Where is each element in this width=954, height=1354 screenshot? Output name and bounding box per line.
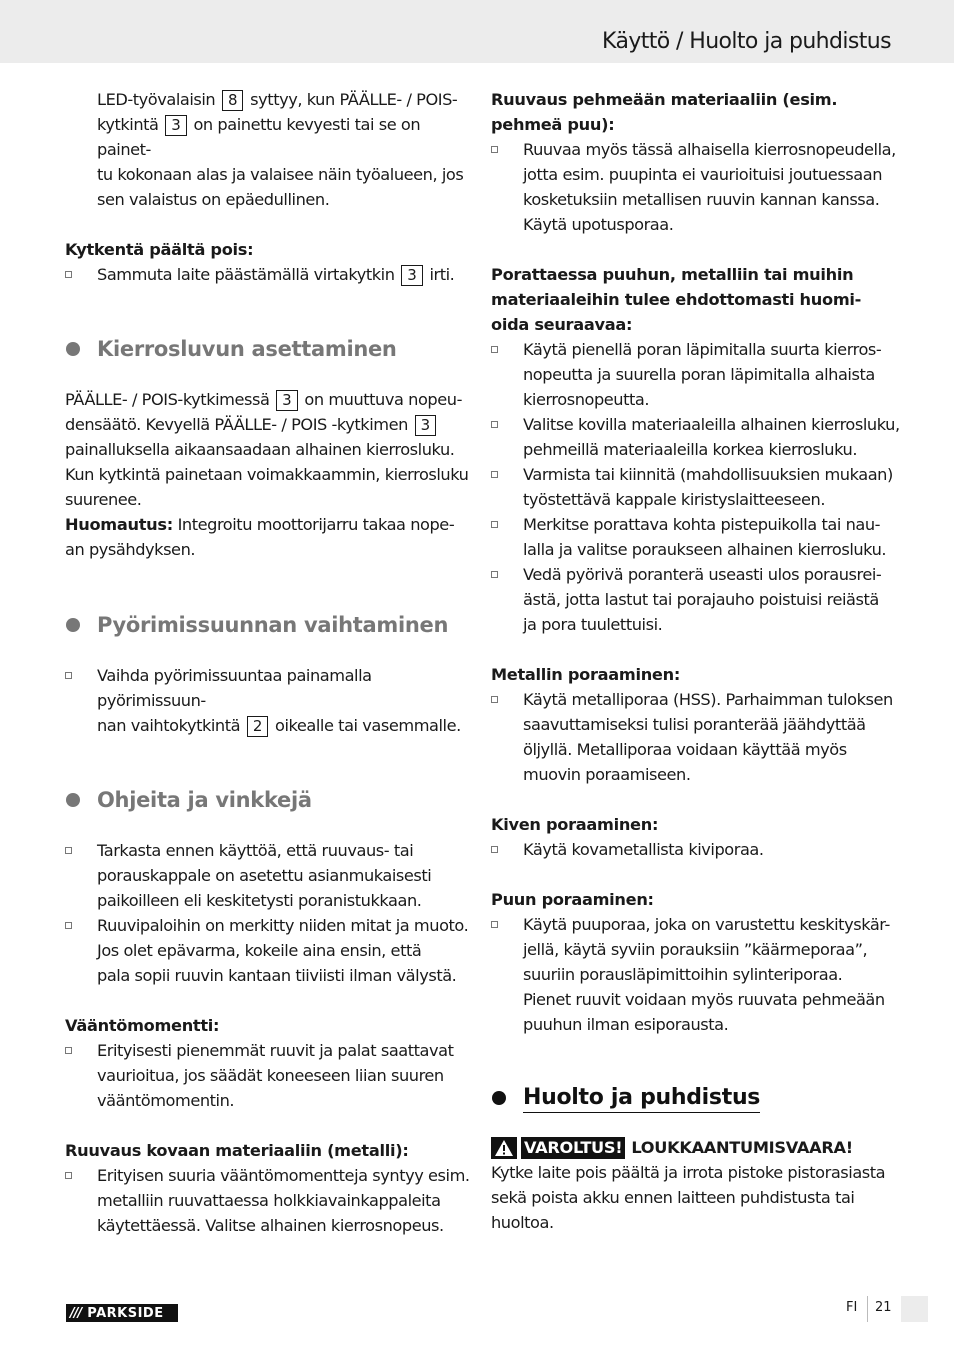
text-line: ja pora tuulettuisi. [523,615,663,634]
text-line: jellä, käytä syviin porauksiin ”käärmeporaa”, [523,940,868,959]
footer-tab [901,1296,928,1322]
wood-heading: Puun poraaminen: [491,890,654,909]
text-line: Käytä upotusporaa. [523,215,674,234]
list-item [491,412,901,462]
bullet-icon [65,672,72,679]
bullet-icon [491,696,498,703]
heading-line: Porattaessa puuhun, metalliin tai muihin [491,265,854,284]
drilling-heading [491,262,901,337]
text: Sammuta laite päästämällä virtakytkin [97,265,400,284]
text: densäätö. Kevyellä PÄÄLLE- / POIS -kytkimen [65,415,413,434]
part-ref: 8 [222,90,244,111]
bullet-dot-icon [66,342,80,356]
bullet-icon [491,471,498,478]
bullet-icon [65,847,72,854]
text: syttyy, kun PÄÄLLE- / POIS- [245,90,458,109]
text-line: porauskappale on asetettu asianmukaisesti [97,866,432,885]
list-item [491,137,901,237]
heading-text: Pyörimissuunnan vaihtaminen [97,613,449,637]
text-line: työstettävä kappale kiristyslaitteeseen. [523,490,826,509]
text: irti. [424,265,455,284]
bullet-icon [491,346,498,353]
section-heading-direction [65,612,475,638]
heading-line: materiaaleihin tulee ehdottomasti huomi- [491,290,862,309]
heading-line: Ruuvaus pehmeään materiaaliin (esim. [491,90,838,109]
text-line: suurenee. [65,490,142,509]
page-title: Käyttö / Huolto ja puhdistus [602,29,891,54]
warning-triangle-icon [491,1137,517,1159]
list-item [65,262,475,287]
bullet-dot-icon [66,793,80,807]
list-item [65,663,475,738]
right-column [491,87,901,1235]
torque-heading: Vääntömomentti: [65,1016,220,1035]
text-line: Ruuvaa myös tässä alhaisella kierrosnopeudella, [523,140,896,159]
page-header [0,0,954,63]
left-column [65,87,475,1238]
hard-material-heading: Ruuvaus kovaan materiaaliin (metalli): [65,1141,409,1160]
text-line: Vaihda pyörimissuuntaa painamalla pyörimissuun- [97,666,372,710]
note-label: Huomautus: [65,515,173,534]
list-item [65,913,475,988]
list-item [65,1038,475,1113]
switch-off-heading: Kytkentä päältä pois: [65,240,254,259]
heading-text: Huolto ja puhdistus [523,1085,760,1113]
text-line: jotta esim. puupinta ei vaurioituisi joutuessaan [523,165,883,184]
bullet-icon [65,271,72,278]
text-line: Tarkasta ennen käyttöä, että ruuvaus- tai [97,841,414,860]
part-ref: 3 [401,265,423,286]
list-item [491,837,901,862]
soft-material-heading [491,87,901,137]
text-line: paikoilleen eli keskitetysti poranistukkaan. [97,891,422,910]
list-item [491,912,901,1037]
text-line: vaurioitua, jos säädät koneeseen liian suuren [97,1066,444,1085]
warning-line [491,1135,901,1160]
bullet-icon [491,421,498,428]
text-line: Käytä puuporaa, joka on varustettu keskityskär- [523,915,890,934]
text-line: nopeutta ja suurella poran läpimitalla alhaista [523,365,875,384]
text-line: Merkitse porattava kohta pistepuikolla tai nau- [523,515,881,534]
text-line: Ruuvipaloihin on merkitty niiden mitat ja muoto. [97,916,469,935]
footer-divider [867,1296,868,1322]
text-line: painalluksella aikaansaadaan alhainen kierrosluku. [65,440,455,459]
text-line: Varmista tai kiinnitä (mahdollisuuksien mukaan) [523,465,893,484]
text-line: Valitse kovilla materiaaleilla alhainen kierrosluku, [523,415,900,434]
bullet-icon [491,846,498,853]
list-item [65,1163,475,1238]
language-code: FI [846,1300,858,1315]
text-line: käytettäessä. Valitse alhainen kierrosnopeus. [97,1216,444,1235]
led-paragraph [65,87,475,212]
text-line: sen valaistus on epäedullinen. [97,190,330,209]
warning-paragraph [491,1160,901,1235]
text-line: an pysähdyksen. [65,540,196,559]
part-ref: 3 [415,415,437,436]
text: on painettu kevyesti tai se on painet- [97,115,421,159]
text-line: öljyllä. Metalliporaa voidaan käyttää myös [523,740,847,759]
part-ref: 2 [247,716,269,737]
list-item [491,687,901,787]
text: PÄÄLLE- / POIS-kytkimessä [65,390,275,409]
text-line: Pienet ruuvit voidaan myös ruuvata pehmeään [523,990,885,1009]
metal-heading: Metallin poraaminen: [491,665,681,684]
part-ref: 3 [276,390,298,411]
text-line: Käytä metalliporaa (HSS). Parhaimman tuloksen [523,690,893,709]
text: LED-työvalaisin [97,90,220,109]
text: Integroitu moottorijarru takaa nope- [172,515,455,534]
list-item [491,462,901,512]
text-line: Erityisen suuria vääntömomentteja syntyy esim. [97,1166,470,1185]
text: oikealle tai vasemmalle. [270,716,461,735]
list-item [491,512,901,562]
text-line: sekä poista akku ennen laitteen puhdistusta tai [491,1188,855,1207]
parkside-logo [66,1304,178,1322]
brand-text: PARKSIDE [87,1305,164,1321]
bullet-icon [491,921,498,928]
text-line: Vedä pyörivä poranterä useasti ulos porausrei- [523,565,882,584]
bullet-icon [65,1047,72,1054]
text-line: Kytke laite pois päältä ja irrota pistoke pistorasiasta [491,1163,886,1182]
bullet-icon [65,922,72,929]
text-line: suuriin porausläpimittoihin sylinteriporaa. [523,965,843,984]
section-heading-tips [65,787,475,813]
text-line: Kun kytkintä painetaan voimakkaammin, kierrosluku [65,465,469,484]
warning-badge: VAROLTUS! [521,1137,625,1159]
bullet-dot-icon [492,1091,506,1105]
list-item [491,337,901,412]
text-line: Käytä kovametallista kiviporaa. [523,840,764,859]
bullet-dot-icon [66,618,80,632]
section-heading-speed [65,336,475,362]
page-number: 21 [875,1300,892,1315]
text-line: ästä, jotta lastut tai porajauho poistuisi reiästä [523,590,879,609]
speed-paragraph [65,387,475,562]
text-line: lalla ja valitse poraukseen alhainen kierrosluku. [523,540,887,559]
list-item [491,562,901,637]
text-line: pehmeillä materiaaleilla korkea kierrosluku. [523,440,858,459]
bullet-icon [491,146,498,153]
text: nan vaihtokytkintä [97,716,245,735]
text-line: metalliin ruuvattaessa holkkiavainkappaleita [97,1191,441,1210]
text-line: kosketuksiin metallisen ruuvin kannan kanssa. [523,190,880,209]
text-line: Erityisesti pienemmät ruuvit ja palat saattavat [97,1041,454,1060]
text-line: kierrosnopeutta. [523,390,650,409]
bullet-icon [65,1172,72,1179]
heading-text: Kierrosluvun asettaminen [97,337,397,361]
heading-text: Ohjeita ja vinkkejä [97,788,312,812]
text: kytkintä [97,115,164,134]
warning-text: LOUKKAANTUMISVAARA! [631,1138,853,1157]
bullet-icon [491,521,498,528]
text-line: tu kokonaan alas ja valaisee näin työalueen, jos [97,165,464,184]
part-ref: 3 [165,115,187,136]
text-line: saavuttamiseksi tulisi poranterää jäähdyttää [523,715,866,734]
bullet-icon [491,571,498,578]
text: on muuttuva nopeu- [299,390,462,409]
section-heading-maintenance [491,1085,901,1111]
text-line: vääntömomentin. [97,1091,235,1110]
heading-line: pehmeä puu): [491,115,615,134]
logo-slashes-icon: /// [70,1305,82,1321]
text-line: Käytä pienellä poran läpimitalla suurta kierros- [523,340,882,359]
text-line: huoltoa. [491,1213,554,1232]
text-line: Jos olet epävarma, kokeile aina ensin, että [97,941,422,960]
list-item [65,838,475,913]
stone-heading: Kiven poraaminen: [491,815,659,834]
heading-line: oida seuraavaa: [491,315,633,334]
text-line: pala sopii ruuvin kantaan tiiviisti ilman välystä. [97,966,457,985]
text-line: puuhun ilman esiporausta. [523,1015,729,1034]
text-line: muovin poraamiseen. [523,765,691,784]
